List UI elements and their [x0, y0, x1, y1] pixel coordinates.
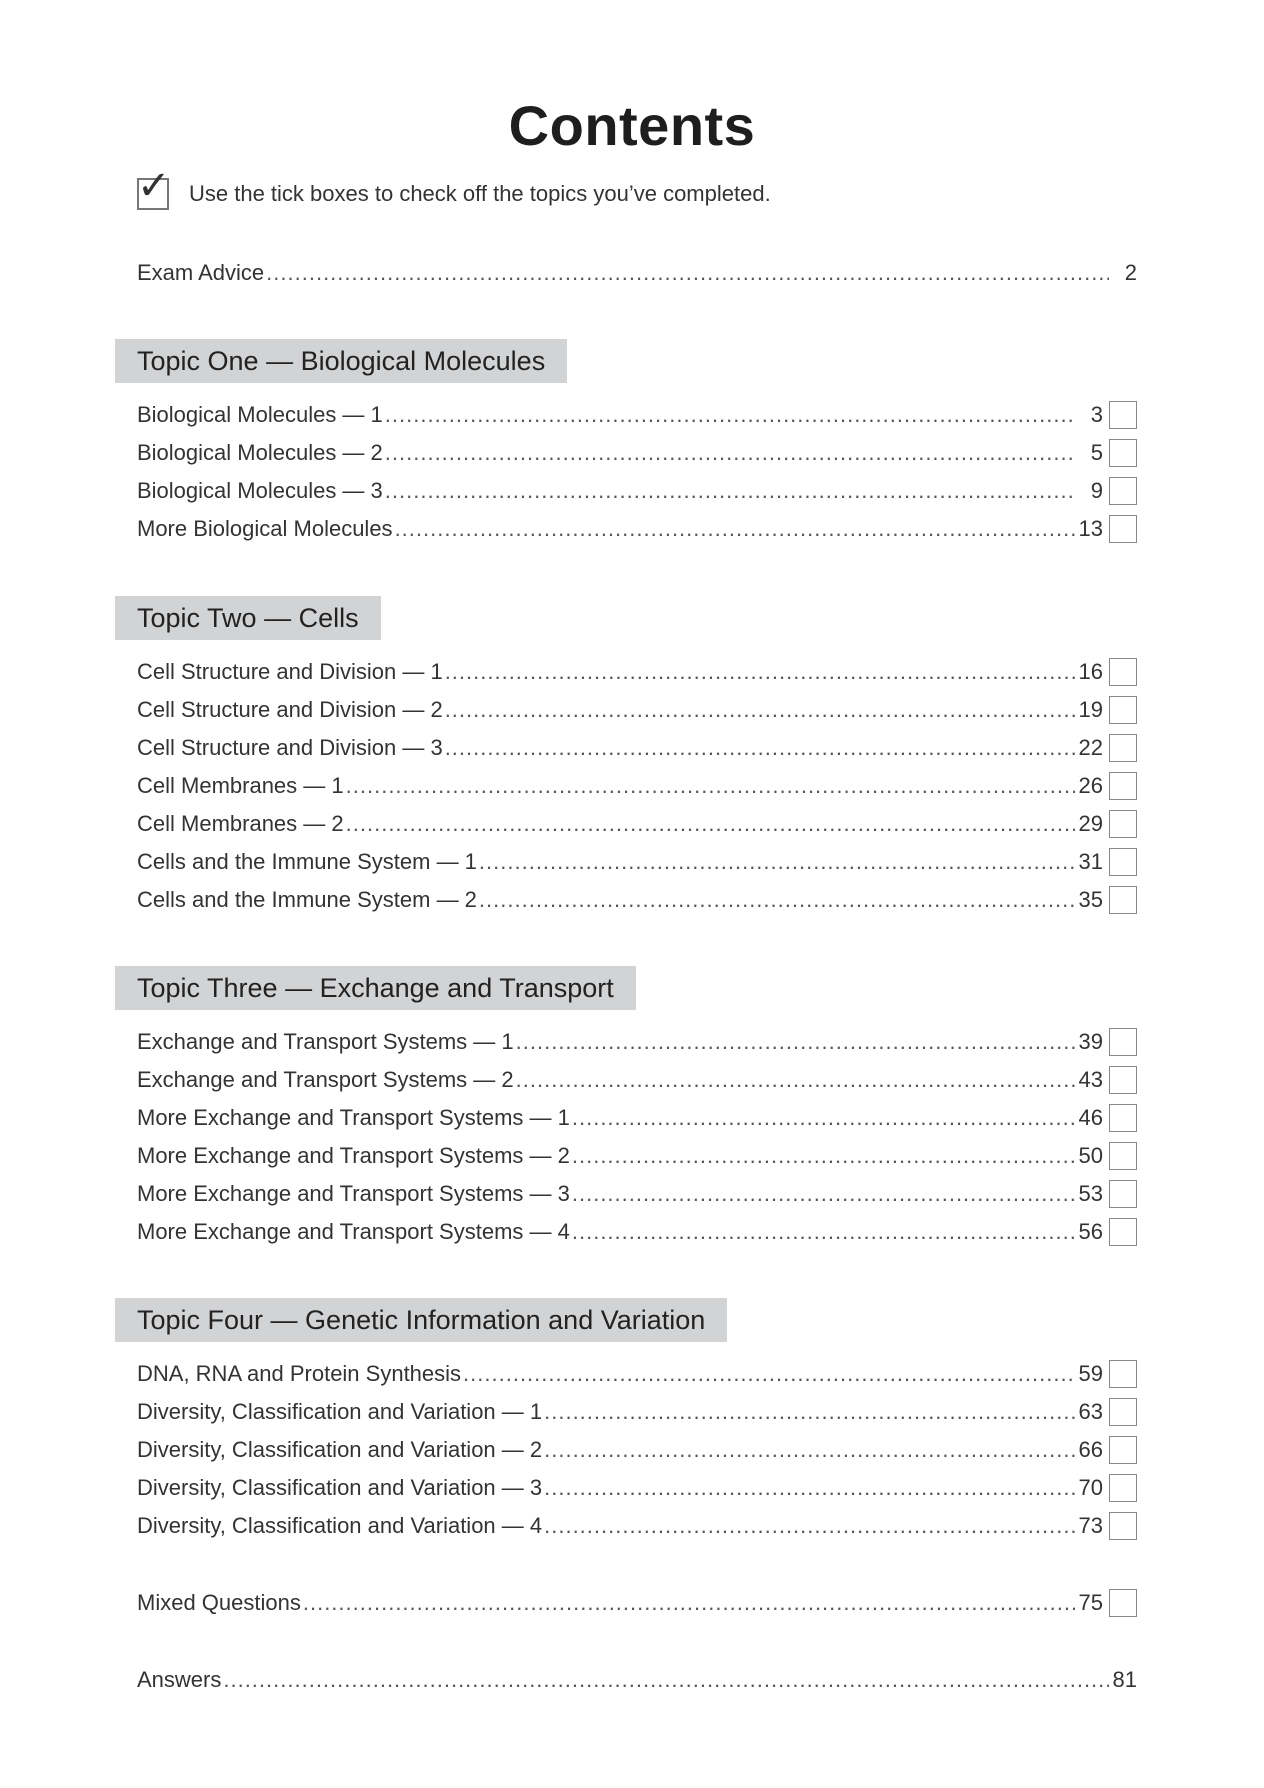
dot-leader [223, 1667, 1109, 1693]
toc-row[interactable] [137, 512, 1137, 546]
tick-box[interactable] [1109, 734, 1137, 762]
toc-label: Cell Structure and Division — 1 [137, 659, 443, 684]
tick-box[interactable] [1109, 1104, 1137, 1132]
tick-example-box [137, 164, 171, 210]
toc-page-number: 19 [1078, 697, 1103, 722]
tick-box[interactable] [1109, 1028, 1137, 1056]
dot-leader [346, 811, 1075, 837]
tick-box[interactable] [1109, 515, 1137, 543]
dot-leader [445, 697, 1075, 723]
toc-row[interactable] [137, 1215, 1137, 1249]
toc-page-number: 46 [1078, 1105, 1103, 1130]
tick-box[interactable] [1109, 1360, 1137, 1388]
toc-row[interactable] [137, 1433, 1137, 1467]
toc-page-number: 53 [1078, 1181, 1103, 1206]
tick-box[interactable] [1109, 401, 1137, 429]
toc-label: More Exchange and Transport Systems — 1 [137, 1105, 570, 1130]
toc-label: Biological Molecules — 3 [137, 478, 383, 503]
dot-leader [346, 773, 1075, 799]
toc-page-number: 26 [1078, 773, 1103, 798]
tick-box[interactable] [1109, 1474, 1137, 1502]
tick-box[interactable] [1109, 1142, 1137, 1170]
dot-leader [572, 1143, 1075, 1169]
toc-label: Biological Molecules — 1 [137, 402, 383, 427]
toc-page-number: 39 [1078, 1029, 1103, 1054]
toc-page-number: 31 [1078, 849, 1103, 874]
toc-page-number: 70 [1078, 1475, 1103, 1500]
dot-leader [463, 1361, 1075, 1387]
dot-leader [544, 1437, 1075, 1463]
toc-page-number: 16 [1078, 659, 1103, 684]
toc-label: More Biological Molecules [137, 516, 393, 541]
dot-leader [544, 1475, 1075, 1501]
dot-leader [385, 440, 1075, 466]
dot-leader [516, 1067, 1075, 1093]
toc-page-number: 3 [1090, 402, 1103, 427]
dot-leader [479, 849, 1075, 875]
dot-leader [395, 516, 1075, 542]
toc-page-number: 56 [1078, 1219, 1103, 1244]
tick-box[interactable] [1109, 1589, 1137, 1617]
toc-label: Exchange and Transport Systems — 1 [137, 1029, 514, 1054]
toc-row[interactable] [137, 1471, 1137, 1505]
dot-leader [303, 1590, 1075, 1616]
toc-row[interactable] [137, 807, 1137, 841]
toc-page-number: 66 [1078, 1437, 1103, 1462]
toc-page-number: 29 [1078, 811, 1103, 836]
toc-row[interactable] [137, 845, 1137, 879]
toc-page-number: 5 [1090, 440, 1103, 465]
toc-row-mixed-questions[interactable] [137, 1586, 1137, 1620]
toc-row[interactable] [137, 1177, 1137, 1211]
tick-box[interactable] [1109, 1512, 1137, 1540]
toc-row-exam-advice[interactable] [137, 256, 1137, 290]
toc-row[interactable] [137, 883, 1137, 917]
toc-row[interactable] [137, 1101, 1137, 1135]
tick-box[interactable] [1109, 439, 1137, 467]
toc-label: Diversity, Classification and Variation — 2 [137, 1437, 543, 1462]
toc-row[interactable] [137, 398, 1137, 432]
toc-label: More Exchange and Transport Systems — 3 [137, 1181, 570, 1206]
toc-page-number: 22 [1078, 735, 1103, 760]
toc-row[interactable] [137, 1395, 1137, 1429]
dot-leader [385, 402, 1075, 428]
toc-label: Cell Structure and Division — 3 [137, 735, 443, 760]
toc-label: Biological Molecules — 2 [137, 440, 383, 465]
toc-page-number: 63 [1078, 1399, 1103, 1424]
toc-row[interactable] [137, 769, 1137, 803]
tick-box[interactable] [1109, 1436, 1137, 1464]
toc-label: DNA, RNA and Protein Synthesis [137, 1361, 462, 1386]
toc-row-answers[interactable] [137, 1663, 1137, 1697]
tick-box[interactable] [1109, 848, 1137, 876]
toc-row[interactable] [137, 1025, 1137, 1059]
toc-label: Cell Structure and Division — 2 [137, 697, 443, 722]
toc-row[interactable] [137, 693, 1137, 727]
tick-box[interactable] [1109, 1398, 1137, 1426]
dot-leader [572, 1105, 1075, 1131]
toc-label: Cells and the Immune System — 1 [137, 849, 477, 874]
topic-header: Topic Four — Genetic Information and Variation [115, 1298, 727, 1342]
toc-label: Diversity, Classification and Variation — 3 [137, 1475, 543, 1500]
dot-leader [445, 735, 1075, 761]
tick-box[interactable] [1109, 810, 1137, 838]
page-title: Contents [508, 94, 756, 157]
toc-row[interactable] [137, 436, 1137, 470]
toc-row[interactable] [137, 731, 1137, 765]
toc-row[interactable] [137, 1063, 1137, 1097]
toc-label: Answers [137, 1667, 222, 1692]
tick-box[interactable] [1109, 477, 1137, 505]
dot-leader [479, 887, 1075, 913]
dot-leader [516, 1029, 1075, 1055]
dot-leader [544, 1399, 1075, 1425]
toc-label: Exam Advice [137, 260, 265, 285]
topic-header: Topic Three — Exchange and Transport [115, 966, 636, 1010]
toc-page-number: 13 [1078, 516, 1103, 541]
toc-label: Cell Membranes — 2 [137, 811, 344, 836]
toc-label: Cell Membranes — 1 [137, 773, 344, 798]
toc-page-number: 73 [1078, 1513, 1103, 1538]
tick-box[interactable] [1109, 1218, 1137, 1246]
toc-page-number: 43 [1078, 1067, 1103, 1092]
tick-box[interactable] [1109, 1066, 1137, 1094]
toc-page-number: 2 [1124, 260, 1137, 285]
dot-leader [572, 1181, 1075, 1207]
toc-page-number: 35 [1078, 887, 1103, 912]
tick-box[interactable] [1109, 772, 1137, 800]
toc-page-number: 50 [1078, 1143, 1103, 1168]
tick-instruction [137, 164, 771, 210]
tick-box[interactable] [1109, 696, 1137, 724]
toc-page-number: 59 [1078, 1361, 1103, 1386]
toc-label: More Exchange and Transport Systems — 4 [137, 1219, 570, 1244]
toc-label: Diversity, Classification and Variation — 4 [137, 1513, 543, 1538]
tick-instruction-text: Use the tick boxes to check off the topics you’ve completed. [189, 181, 771, 206]
toc-label: Diversity, Classification and Variation — 1 [137, 1399, 543, 1424]
topic-header: Topic Two — Cells [115, 596, 381, 640]
toc-label: Exchange and Transport Systems — 2 [137, 1067, 514, 1092]
toc-label: More Exchange and Transport Systems — 2 [137, 1143, 570, 1168]
tick-box[interactable] [1109, 1180, 1137, 1208]
dot-leader [385, 478, 1075, 504]
toc-row[interactable] [137, 1357, 1137, 1391]
toc-row[interactable] [137, 655, 1137, 689]
dot-leader [266, 260, 1109, 286]
topic-header: Topic One — Biological Molecules [115, 339, 567, 383]
toc-row[interactable] [137, 474, 1137, 508]
checkmark-icon: ✓ [137, 164, 171, 208]
toc-label: Cells and the Immune System — 2 [137, 887, 477, 912]
tick-box[interactable] [1109, 658, 1137, 686]
dot-leader [544, 1513, 1075, 1539]
dot-leader [445, 659, 1075, 685]
toc-page-number: 81 [1112, 1667, 1137, 1692]
dot-leader [572, 1219, 1075, 1245]
toc-label: Mixed Questions [137, 1590, 301, 1615]
toc-page-number: 75 [1078, 1590, 1103, 1615]
tick-box[interactable] [1109, 886, 1137, 914]
toc-row[interactable] [137, 1509, 1137, 1543]
toc-row[interactable] [137, 1139, 1137, 1173]
toc-page-number: 9 [1090, 478, 1103, 503]
